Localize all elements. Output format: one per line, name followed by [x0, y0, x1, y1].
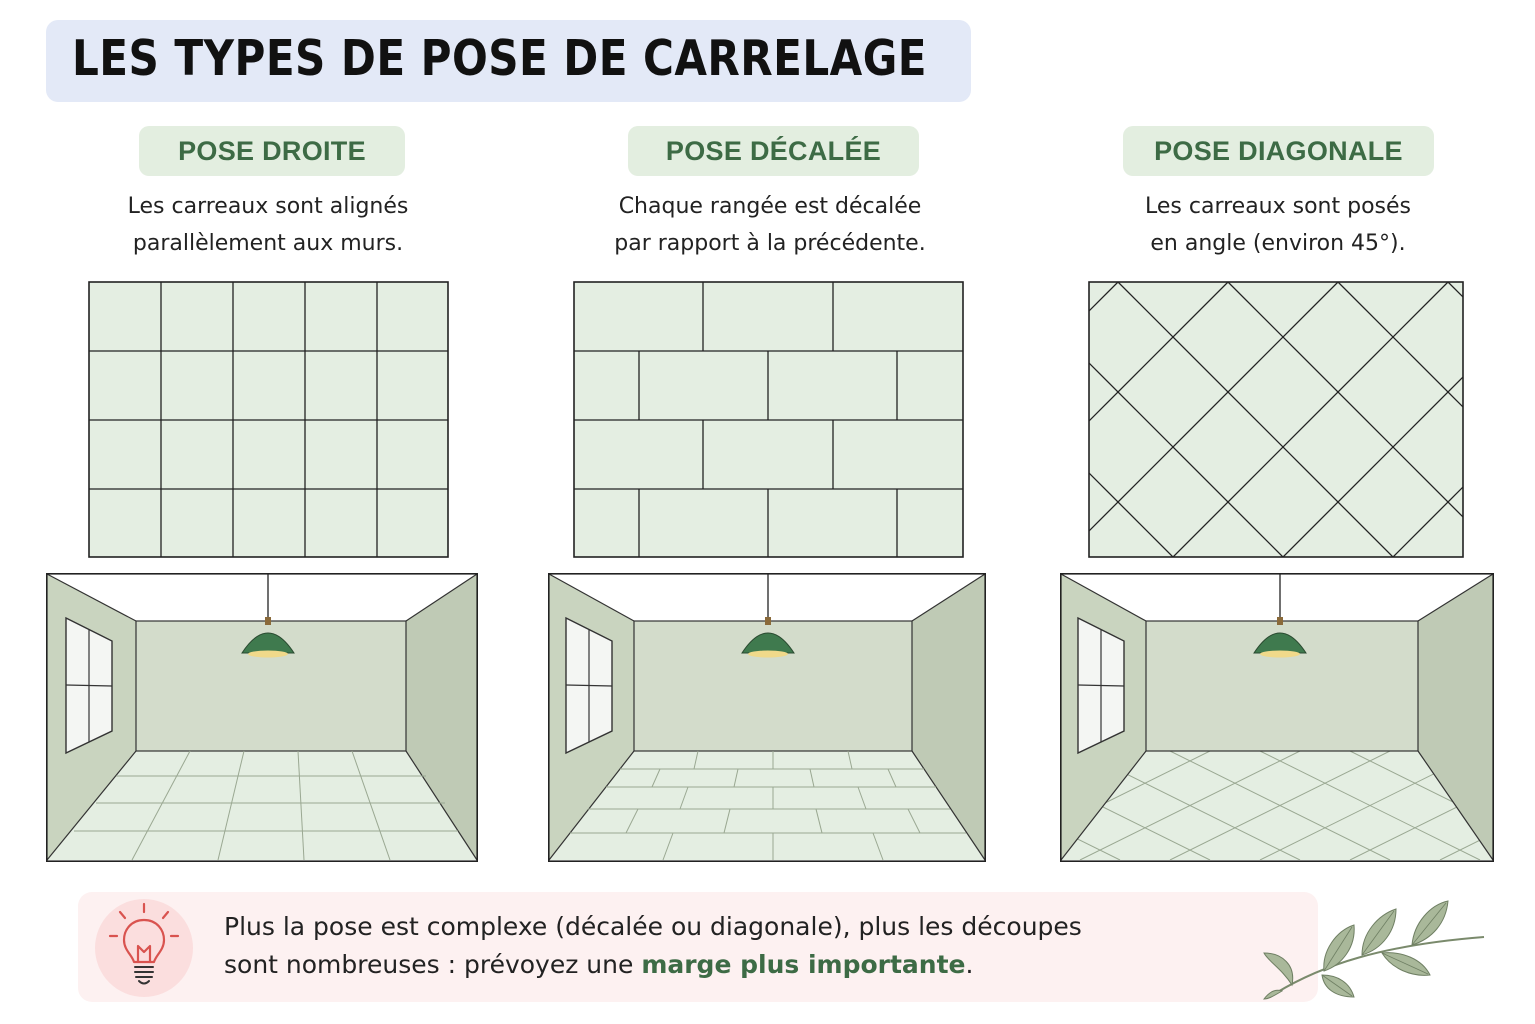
tip-line-2-start: sont nombreuses : prévoyez une [224, 950, 642, 979]
description-line: en angle (environ 45°). [1150, 231, 1406, 256]
page-title: LES TYPES DE POSE DE CARRELAGE [72, 30, 927, 87]
heading-pose-diagonale: POSE DIAGONALE [1154, 135, 1403, 166]
description-line: Les carreaux sont alignés [127, 194, 409, 219]
leaf-branch-icon [1262, 893, 1490, 1001]
tip-line-2-end: . [965, 950, 974, 979]
room-illustration-offset [548, 573, 986, 862]
tip-line-2 [224, 946, 1082, 984]
tile-plan-grid [88, 281, 450, 559]
tip-highlight: marge plus importante [641, 950, 966, 979]
description-line: parallèlement aux murs. [132, 231, 404, 256]
tip-line-1: Plus la pose est complexe (décalée ou diagonale), plus les découpes [224, 912, 1082, 941]
tile-plan-offset [573, 281, 965, 559]
description-pose-diagonale [1078, 188, 1478, 262]
description-line: Chaque rangée est décalée [618, 194, 922, 219]
description-line: par rapport à la précédente. [614, 231, 926, 256]
description-line: Les carreaux sont posés [1145, 194, 1411, 219]
heading-pose-droite: POSE DROITE [178, 135, 366, 166]
title-banner [46, 20, 971, 102]
room-illustration-diagonal [1060, 573, 1494, 862]
description-pose-decalee [570, 188, 970, 262]
lightbulb-icon [104, 900, 184, 992]
room-illustration-grid [46, 573, 478, 862]
heading-pill-pose-diagonale [1123, 126, 1434, 176]
tile-plan-diagonal [1088, 281, 1465, 559]
tip-text [224, 908, 1082, 984]
heading-pill-pose-droite [139, 126, 405, 176]
description-pose-droite [68, 188, 468, 262]
heading-pill-pose-decalee [628, 126, 919, 176]
heading-pose-decalee: POSE DÉCALÉE [665, 135, 882, 166]
